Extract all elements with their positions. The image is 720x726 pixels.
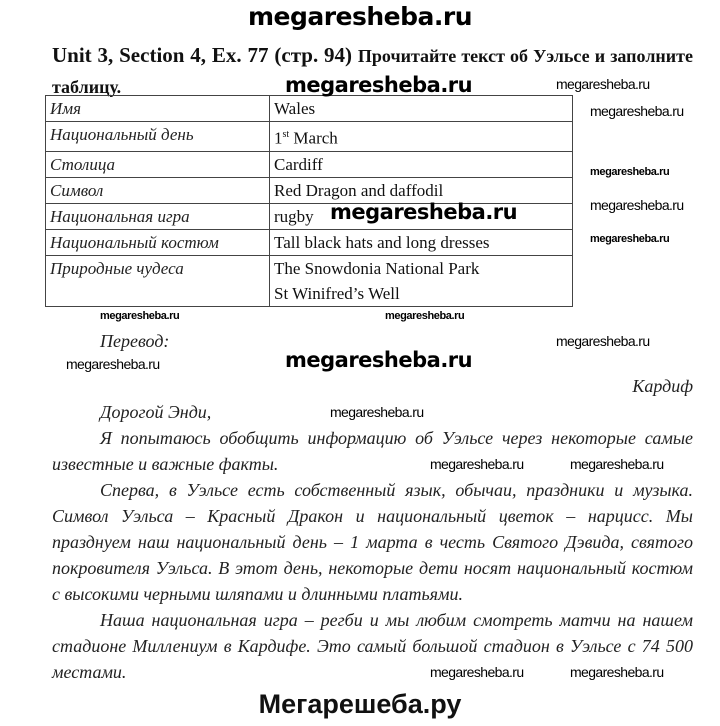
letter-greeting: Дорогой Энди, [100,402,212,422]
table-row [46,229,573,255]
paragraph: Я попытаюсь обобщить информацию об Уэльсе через некоторые самые известные и важные факты. [52,428,693,474]
table-row [46,96,573,122]
row-key: Национальная игра [46,203,270,229]
row-key: Имя [46,96,270,122]
watermark: megaresheba.ru [430,456,524,472]
translation [52,328,693,685]
wonder-1: The Snowdonia National Park [274,258,480,278]
watermark: megaresheba.ru [66,356,160,372]
exercise-task: Прочитайте текст об Уэльсе и заполните таблицу. [52,46,693,97]
translation-label: Перевод: [100,331,170,351]
row-key: Природные чудеса [46,255,270,306]
wonder-2: St Winifred’s Well [274,283,400,303]
row-value: Cardiff [270,151,573,177]
watermark: megaresheba.ru [590,166,670,178]
row-key: Символ [46,177,270,203]
row-value: Wales [270,96,573,122]
day-suffix: st [282,129,290,140]
watermark: megaresheba.ru [590,103,684,119]
table-row [46,255,573,306]
row-value: Red Dragon and daffodil [270,177,573,203]
header-watermark: megaresheba.ru [247,2,473,31]
watermark: megaresheba.ru [430,664,524,680]
exercise-ref: Unit 3, Section 4, Ex. 77 (стр. 94) [52,43,353,67]
footer-watermark: Мегарешеба.ру [258,689,462,719]
watermark: megaresheba.ru [100,310,180,322]
watermark: megaresheba.ru [590,197,684,213]
watermark: megaresheba.ru [570,456,664,472]
table-row [46,122,573,152]
row-key: Национальный костюм [46,229,270,255]
watermark: megaresheba.ru [330,404,424,420]
row-value [270,122,573,152]
watermark: megaresheba.ru [570,664,664,680]
row-value: Tall black hats and long dresses [270,229,573,255]
day-number: 1 [274,128,283,148]
row-key: Национальный день [46,122,270,152]
row-value: rugby [270,203,573,229]
row-key: Столица [46,151,270,177]
watermark: megaresheba.ru [285,348,473,372]
month: March [289,128,338,148]
watermark: megaresheba.ru [285,73,473,97]
row-value [270,255,573,306]
paragraph: Наша национальная игра – регби и мы любим смотреть матчи на нашем стадионе Миллениум в Кардифе. Это самый большой стадион в Уэльсе с 74 500 местами. [52,610,693,682]
paragraph: Сперва, в Уэльсе есть собственный язык, обычаи, праздники и музыка. Символ Уэльса – Красный Дракон и национальный цветок – нарцисс. Мы празднуем наш национальный день – 1 марта в честь Святого Дэвида, святого покровителя Уэльса. В этот день, некоторые дети носят национальный костюм с высокими черными шляпами и длинными платьями. [52,480,693,604]
watermark: megaresheba.ru [590,233,670,245]
watermark: megaresheba.ru [556,333,650,349]
watermark: megaresheba.ru [556,76,650,92]
table-row [46,151,573,177]
watermark: megaresheba.ru [385,310,465,322]
letter-place: Кардиф [632,376,693,396]
watermark: megaresheba.ru [330,200,518,224]
